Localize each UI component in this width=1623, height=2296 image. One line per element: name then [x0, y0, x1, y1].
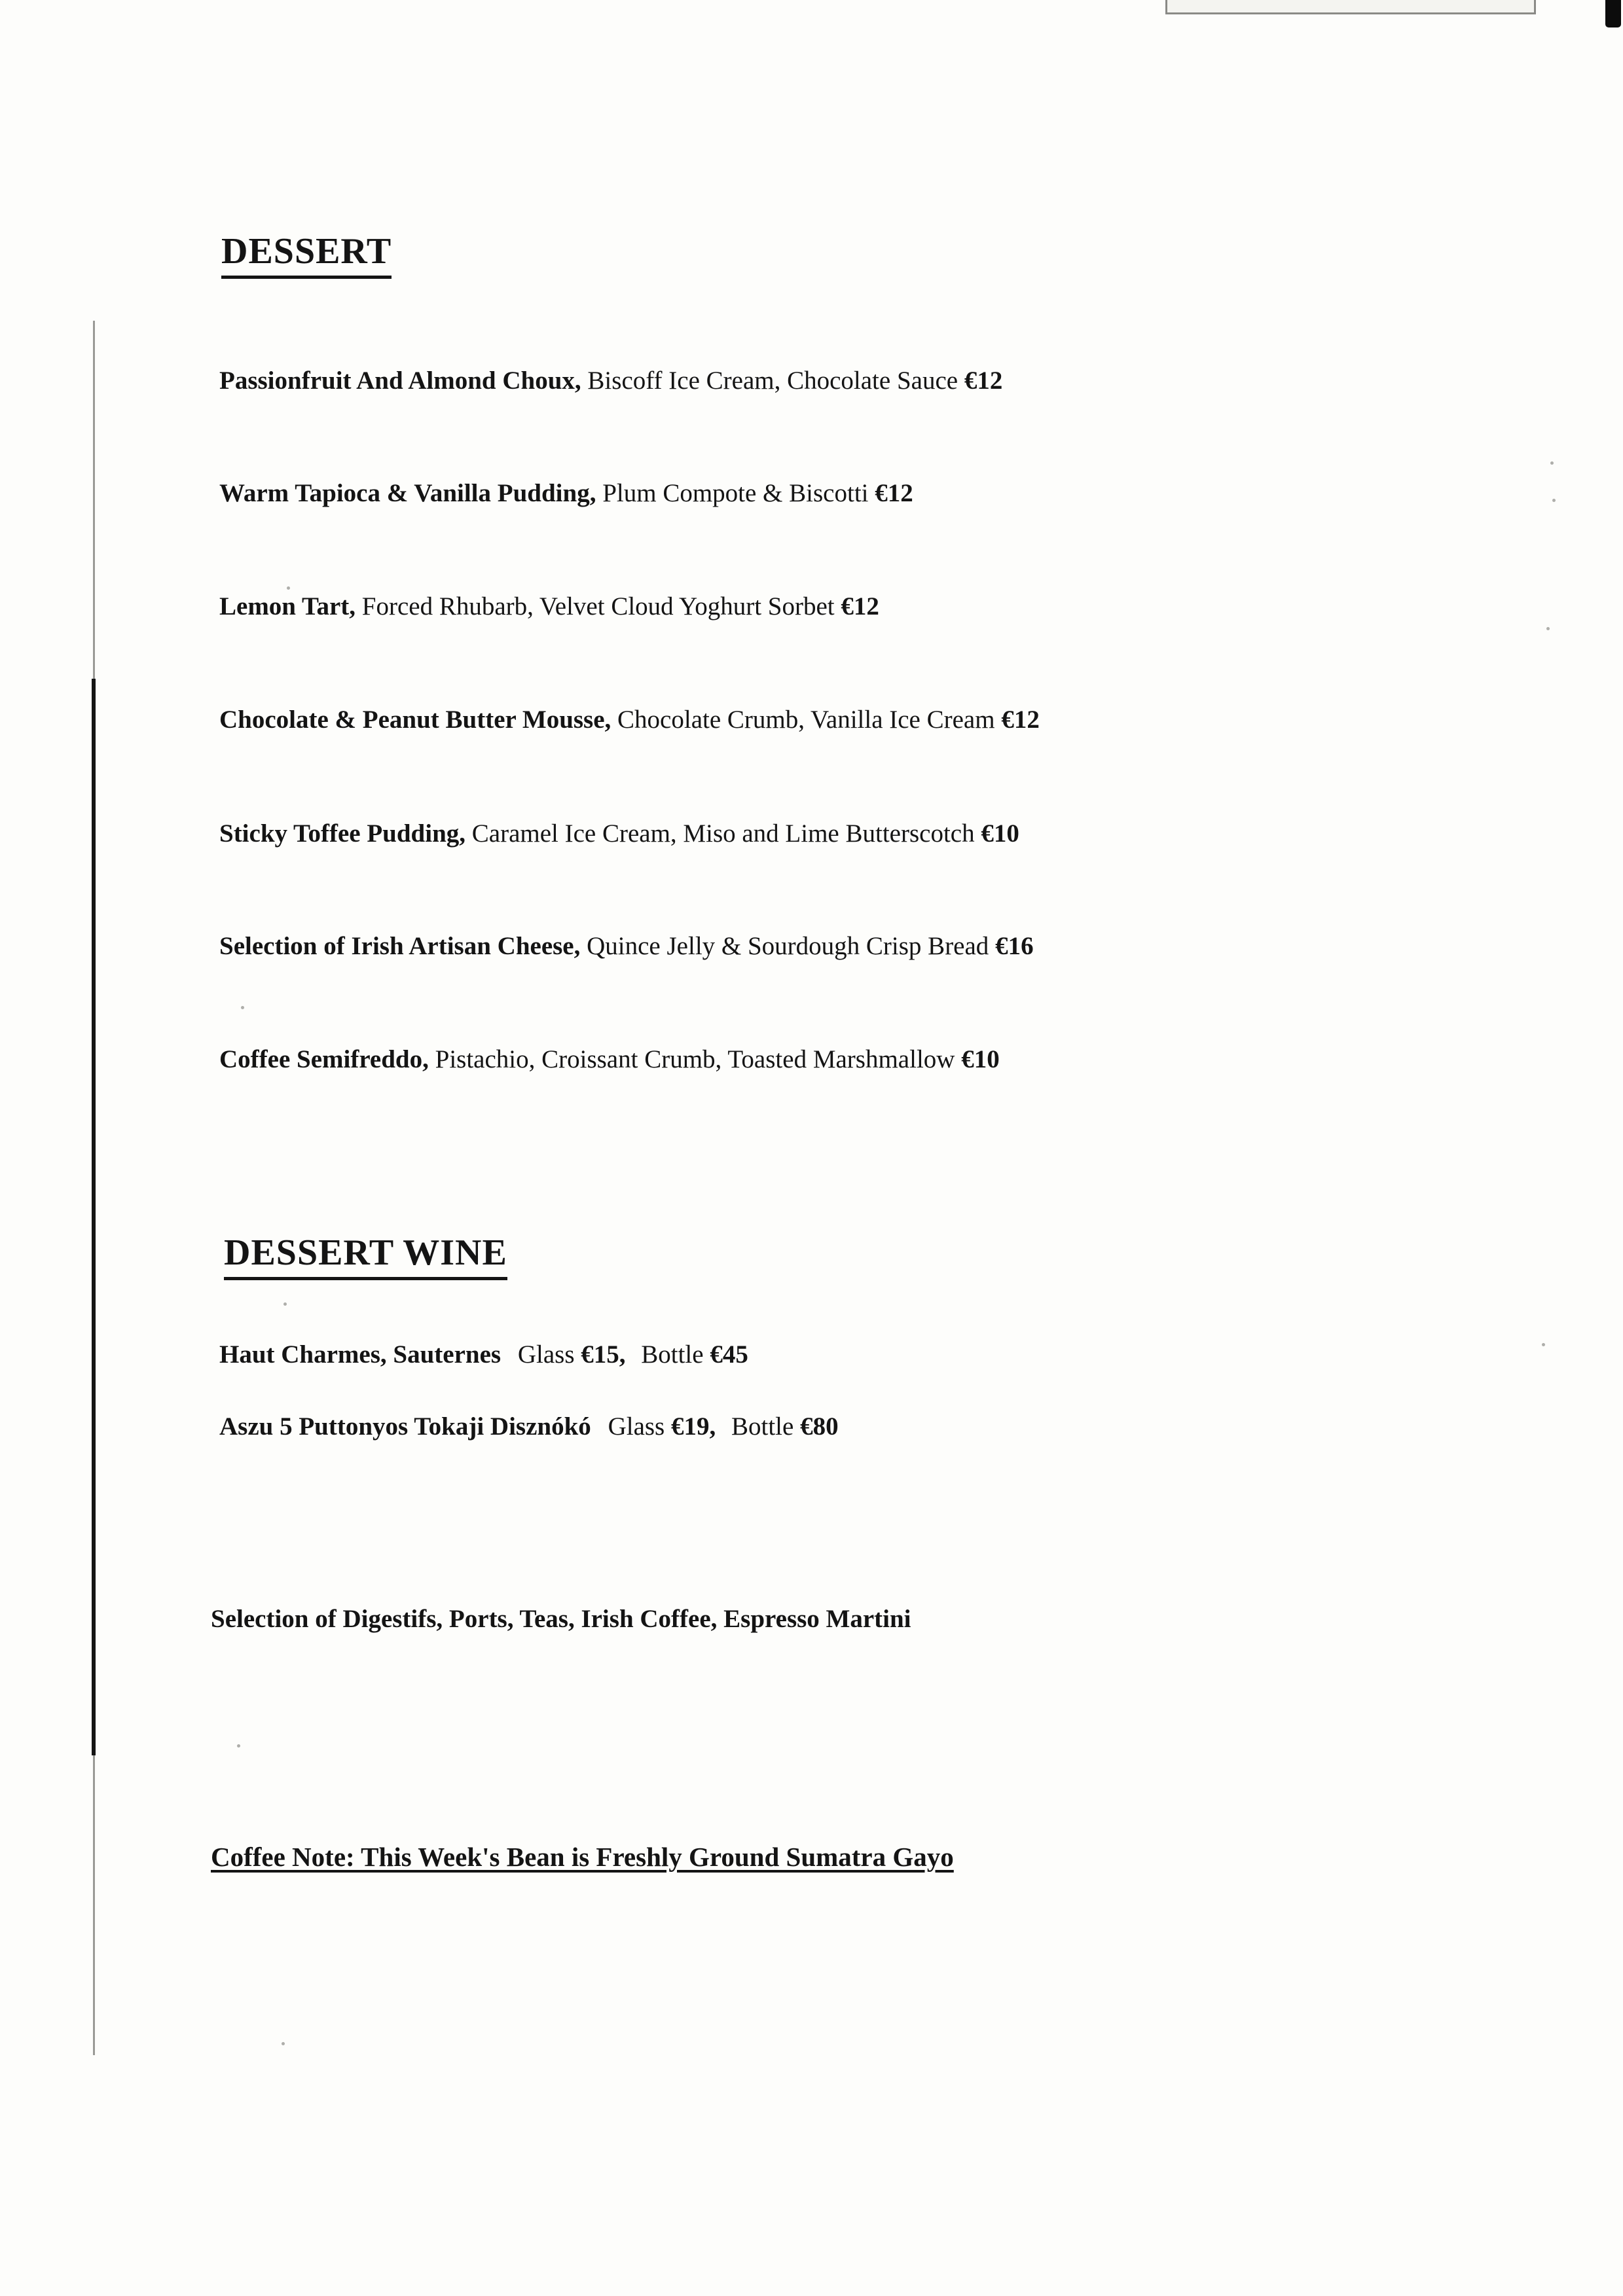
item-price: €12 [1001, 706, 1040, 734]
item-price: €10 [981, 819, 1019, 848]
dessert-wine-heading: DESSERT WINE [224, 1232, 507, 1280]
item-desc: Quince Jelly & Sourdough Crisp Bread [587, 932, 989, 960]
item-name: Warm Tapioca & Vanilla Pudding, [219, 479, 596, 507]
item-desc: Caramel Ice Cream, Miso and Lime Butterscotch [471, 819, 975, 848]
item-name: Lemon Tart, [219, 592, 356, 620]
item-name: Chocolate & Peanut Butter Mousse, [219, 706, 611, 734]
menu-item-chocolate-peanut-mousse [219, 706, 1040, 735]
item-price: €10 [961, 1045, 1000, 1073]
scan-speckle [237, 1744, 240, 1748]
scan-speckle [241, 1006, 244, 1009]
digestifs-line: Selection of Digestifs, Ports, Teas, Irish Coffee, Espresso Martini [211, 1605, 911, 1633]
item-price: €12 [964, 367, 1003, 395]
item-price: €12 [875, 479, 913, 507]
scan-artifact-top-edge-box [1165, 0, 1536, 14]
scan-speckle [1542, 1343, 1545, 1346]
wine-bottle-price: €80 [800, 1412, 839, 1441]
wine-name: Aszu 5 Puttonyos Tokaji Disznókó [219, 1412, 591, 1441]
item-desc: Plum Compote & Biscotti [602, 479, 869, 507]
menu-item-sticky-toffee-pudding [219, 819, 1019, 849]
menu-item-irish-artisan-cheese [219, 932, 1034, 961]
wine-item-haut-charmes [219, 1340, 748, 1370]
scan-speckle [1552, 499, 1556, 502]
menu-item-passionfruit-choux [219, 367, 1002, 396]
scan-speckle [283, 1302, 287, 1306]
wine-glass-label: Glass [608, 1412, 665, 1441]
item-name: Coffee Semifreddo, [219, 1045, 429, 1073]
wine-glass-price: €15, [581, 1340, 626, 1369]
wine-bottle-price: €45 [710, 1340, 748, 1369]
item-desc: Forced Rhubarb, Velvet Cloud Yoghurt Sorbet [361, 592, 835, 620]
scan-speckle [1550, 461, 1554, 465]
dessert-heading: DESSERT [221, 230, 392, 279]
item-name: Selection of Irish Artisan Cheese, [219, 932, 581, 960]
wine-bottle-label: Bottle [641, 1340, 704, 1369]
item-name: Sticky Toffee Pudding, [219, 819, 466, 848]
coffee-note-wrap [211, 1842, 954, 1873]
item-name: Passionfruit And Almond Choux, [219, 367, 581, 395]
scan-speckle [282, 2042, 285, 2045]
wine-item-aszu-tokaji [219, 1412, 839, 1442]
wine-glass-label: Glass [517, 1340, 575, 1369]
menu-item-tapioca-pudding [219, 479, 913, 509]
wine-glass-price: €19, [670, 1412, 716, 1441]
dessert-wine-section [224, 1232, 507, 1280]
item-desc: Biscoff Ice Cream, Chocolate Sauce [587, 367, 958, 395]
menu-item-coffee-semifreddo [219, 1045, 1000, 1075]
dessert-section [221, 230, 392, 279]
coffee-note: Coffee Note: This Week's Bean is Freshly Ground Sumatra Gayo [211, 1842, 954, 1872]
wine-bottle-label: Bottle [731, 1412, 794, 1441]
wine-name: Haut Charmes, Sauternes [219, 1340, 501, 1369]
item-desc: Chocolate Crumb, Vanilla Ice Cream [617, 706, 995, 734]
item-desc: Pistachio, Croissant Crumb, Toasted Marshmallow [435, 1045, 955, 1073]
scan-speckle [287, 586, 290, 590]
scan-speckle [1546, 627, 1550, 630]
digestifs-line-wrap [211, 1605, 911, 1634]
scan-artifact-corner-mark [1605, 0, 1621, 27]
item-price: €16 [995, 932, 1034, 960]
scan-artifact-left-line-thick [92, 679, 96, 1755]
item-price: €12 [841, 592, 879, 620]
menu-item-lemon-tart [219, 592, 879, 622]
